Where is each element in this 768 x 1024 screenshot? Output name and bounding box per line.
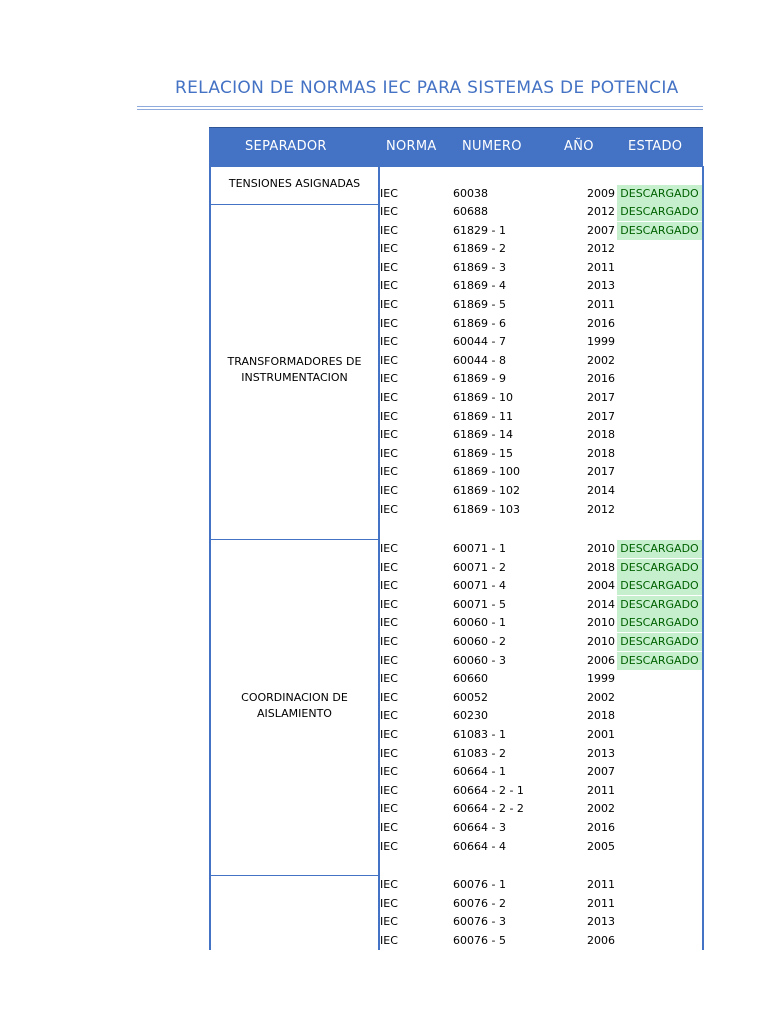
cell-numero: 60044 - 7 [453,335,506,349]
table-row [380,577,702,595]
cell-numero: 60060 - 2 [453,635,506,648]
cell-numero: 60071 - 1 [453,542,506,555]
table-row [380,389,702,407]
cell-numero: 60076 - 2 [453,896,506,910]
title-underline [137,106,703,107]
table-row [380,222,702,240]
cell-numero: 60076 - 5 [453,933,506,947]
cell-anio: 1999 [587,672,615,686]
cell-norma: IEC [380,205,398,218]
table-border-left [209,166,211,950]
cell-numero: 60664 - 4 [453,839,506,853]
cell-anio: 2007 [587,765,615,779]
header-separador: SEPARADOR [245,139,327,154]
cell-norma: IEC [380,223,398,237]
cell-numero: 61829 - 1 [453,223,506,237]
cell-anio: 2011 [587,896,615,910]
cell-numero: 61869 - 10 [453,391,513,404]
header-estado: ESTADO [628,139,683,154]
cell-norma: IEC [380,560,398,574]
cell-norma: IEC [380,653,398,667]
group-label-line: COORDINACION DE [241,691,348,704]
group-separator-line [209,875,380,876]
cell-norma: IEC [380,597,398,611]
header-anio: AÑO [564,139,594,154]
table-row [380,445,702,463]
cell-numero: 60660 [453,672,488,686]
cell-anio: 2018 [587,428,615,442]
cell-anio: 2010 [587,616,615,630]
table-row [380,633,702,651]
cell-anio: 2016 [587,316,615,330]
cell-anio: 2016 [587,372,615,386]
cell-numero: 60664 - 3 [453,821,506,834]
cell-numero: 61869 - 15 [453,446,513,460]
cell-anio: 2005 [587,839,615,853]
cell-anio: 2002 [587,690,615,704]
cell-norma: IEC [380,802,398,816]
cell-norma: IEC [380,765,398,779]
cell-norma: IEC [380,353,398,367]
table-row [380,819,702,837]
cell-anio: 2010 [587,542,615,555]
cell-numero: 60664 - 2 - 2 [453,802,524,816]
cell-numero: 60664 - 2 - 1 [453,783,524,797]
table-row [380,763,702,781]
cell-numero: 61869 - 5 [453,298,506,311]
table-row [380,352,702,370]
cell-norma: IEC [380,428,398,442]
table-row [380,689,702,707]
status-badge: DESCARGADO [617,222,702,240]
table-row [380,296,702,314]
cell-anio: 2001 [587,728,615,741]
table-row [380,614,702,632]
cell-numero: 61869 - 100 [453,465,520,479]
table-row [380,203,702,221]
table-row [380,782,702,800]
table-row [380,277,702,295]
cell-anio: 2017 [587,391,615,404]
cell-norma: IEC [380,915,398,929]
cell-anio: 2017 [587,409,615,423]
cell-anio: 2014 [587,597,615,611]
table-border-right [702,166,704,950]
cell-norma: IEC [380,372,398,386]
cell-norma: IEC [380,465,398,479]
cell-anio: 2009 [587,187,615,200]
group-label [212,354,377,386]
cell-numero: 60076 - 1 [453,878,506,891]
cell-anio: 2013 [587,279,615,293]
cell-norma: IEC [380,672,398,686]
group-separator-line [209,204,380,205]
status-badge: DESCARGADO [617,203,702,221]
cell-norma: IEC [380,896,398,910]
cell-norma: IEC [380,933,398,947]
cell-numero: 61869 - 6 [453,316,506,330]
cell-numero: 60071 - 2 [453,560,506,574]
table-row [380,838,702,856]
cell-numero: 61083 - 2 [453,746,506,760]
table-row [380,501,702,519]
table-header [209,127,703,167]
group-separator-line [209,539,380,540]
cell-norma: IEC [380,616,398,630]
cell-anio: 2018 [587,446,615,460]
title-underline-secondary [137,109,703,110]
table-row [380,408,702,426]
cell-norma: IEC [380,409,398,423]
cell-anio: 2002 [587,802,615,816]
cell-numero: 60044 - 8 [453,353,506,367]
group-label-line: AISLAMIENTO [257,707,332,720]
status-badge: DESCARGADO [617,614,702,632]
table-row [380,540,702,558]
cell-norma: IEC [380,542,398,555]
cell-numero: 61869 - 102 [453,484,520,497]
cell-anio: 2006 [587,653,615,667]
table-row [380,185,702,203]
table-row [380,932,702,950]
cell-norma: IEC [380,502,398,516]
cell-anio: 2012 [587,205,615,218]
cell-numero: 61869 - 9 [453,372,506,386]
table-row [380,463,702,481]
cell-norma: IEC [380,579,398,593]
table-row [380,800,702,818]
cell-norma: IEC [380,746,398,760]
table-row [380,913,702,931]
cell-numero: 61869 - 11 [453,409,513,423]
cell-norma: IEC [380,635,398,648]
cell-anio: 2004 [587,579,615,593]
cell-numero: 60076 - 3 [453,915,506,929]
table-row [380,240,702,258]
status-badge: DESCARGADO [617,596,702,614]
cell-anio: 2002 [587,353,615,367]
cell-numero: 60038 [453,187,488,200]
cell-norma: IEC [380,821,398,834]
table-row [380,426,702,444]
cell-anio: 2011 [587,783,615,797]
cell-norma: IEC [380,260,398,274]
cell-numero: 61869 - 103 [453,502,520,516]
table-row [380,482,702,500]
cell-norma: IEC [380,709,398,723]
table-row [380,315,702,333]
status-badge: DESCARGADO [617,185,702,203]
cell-anio: 2011 [587,260,615,274]
cell-anio: 2013 [587,746,615,760]
table-row [380,259,702,277]
header-numero: NUMERO [462,139,522,154]
cell-norma: IEC [380,391,398,404]
status-badge: DESCARGADO [617,652,702,670]
cell-anio: 2014 [587,484,615,497]
cell-numero: 60060 - 1 [453,616,506,630]
table-row [380,559,702,577]
group-label [212,690,377,722]
table-row [380,652,702,670]
table-row [380,670,702,688]
cell-numero: 61083 - 1 [453,728,506,741]
cell-norma: IEC [380,335,398,349]
cell-norma: IEC [380,839,398,853]
cell-anio: 1999 [587,335,615,349]
cell-anio: 2012 [587,502,615,516]
cell-numero: 60060 - 3 [453,653,506,667]
group-label-line: TENSIONES ASIGNADAS [228,177,361,190]
cell-anio: 2013 [587,915,615,929]
cell-numero: 61869 - 4 [453,279,506,293]
cell-norma: IEC [380,783,398,797]
cell-anio: 2016 [587,821,615,834]
cell-numero: 60071 - 4 [453,579,506,593]
status-badge: DESCARGADO [617,633,702,651]
group-label [212,176,377,192]
cell-numero: 60230 [453,709,488,723]
cell-anio: 2007 [587,223,615,237]
cell-anio: 2011 [587,878,615,891]
cell-norma: IEC [380,298,398,311]
cell-norma: IEC [380,187,398,200]
table-row [380,726,702,744]
cell-numero: 61869 - 14 [453,428,513,442]
group-label-line: TRANSFORMADORES DE [227,355,362,368]
cell-numero: 60071 - 5 [453,597,506,611]
status-badge: DESCARGADO [617,559,702,577]
cell-anio: 2018 [587,709,615,723]
cell-anio: 2011 [587,298,615,311]
table-row [380,333,702,351]
cell-norma: IEC [380,690,398,704]
cell-norma: IEC [380,878,398,891]
table-row [380,745,702,763]
cell-anio: 2012 [587,242,615,256]
table-row [380,370,702,388]
cell-norma: IEC [380,728,398,741]
header-norma: NORMA [386,139,437,154]
status-badge: DESCARGADO [617,577,702,595]
cell-anio: 2010 [587,635,615,648]
table-row [380,895,702,913]
cell-norma: IEC [380,316,398,330]
status-badge: DESCARGADO [617,540,702,558]
cell-numero: 60688 [453,205,488,218]
page-title: RELACION DE NORMAS IEC PARA SISTEMAS DE POTENCIA [175,78,679,98]
cell-norma: IEC [380,446,398,460]
cell-anio: 2006 [587,933,615,947]
table-row [380,876,702,894]
group-label-line: INSTRUMENTACION [241,371,348,384]
cell-numero: 60052 [453,690,488,704]
cell-numero: 61869 - 3 [453,260,506,274]
table-row [380,707,702,725]
cell-anio: 2018 [587,560,615,574]
cell-norma: IEC [380,484,398,497]
cell-anio: 2017 [587,465,615,479]
cell-norma: IEC [380,242,398,256]
cell-numero: 60664 - 1 [453,765,506,779]
cell-numero: 61869 - 2 [453,242,506,256]
table-row [380,596,702,614]
cell-norma: IEC [380,279,398,293]
